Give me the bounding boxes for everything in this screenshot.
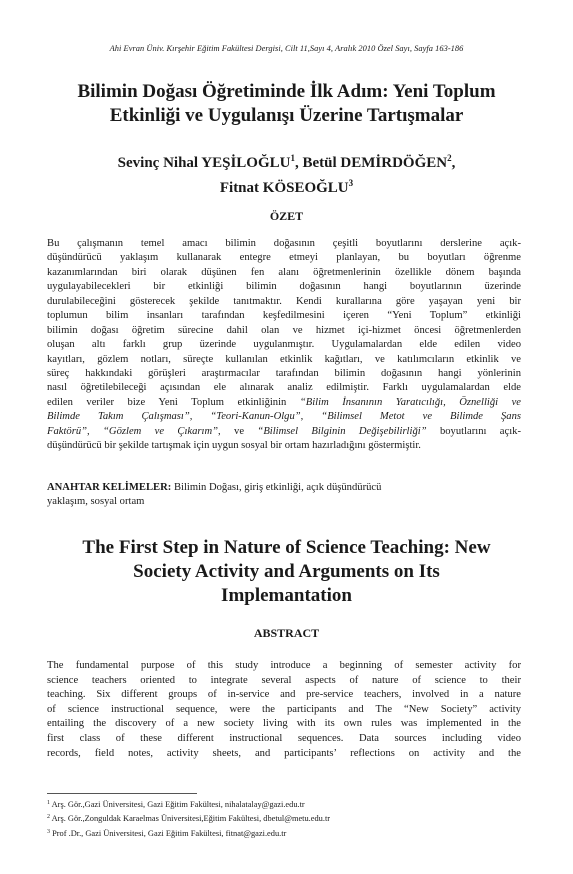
abstract-line: entailing the discovery of a new society living with its own rules was implemented in the — [47, 718, 521, 730]
footnote-text: Arş. Gör.,Gazi Üniversitesi, Gazi Eğitim Fakültesi, nihalatalay@gazi.edu.tr — [50, 800, 305, 809]
english-title — [40, 536, 533, 608]
abstract-line: düşündürücü bir şekilde tartışmak için uygun sosyal bir ortam hazırladığını göstermiştir. — [47, 440, 421, 452]
keywords-line: yaklaşım, sosyal ortam — [47, 496, 145, 508]
abstract-line: kazanımlarından biri olarak düşünen fen alanı öğretmenlerinin özellikle dönem başında — [47, 266, 521, 278]
abstract-italic-text: “Bilimsel Bilginin Değişebilirliği” — [257, 425, 427, 437]
ozet-heading: ÖZET — [269, 209, 304, 223]
abstract-line: Bu çalışmanın temel amacı bilimin doğasının çeşitli boyutlarını derslerine açık- — [47, 238, 521, 249]
author-affiliation-mark: 2 — [447, 153, 452, 163]
english-abstract — [47, 659, 521, 761]
footnote — [47, 797, 521, 811]
author-name: Fitnat KÖSEOĞLU — [219, 180, 349, 196]
author-list — [40, 148, 533, 198]
abstract-line: düşündürücü yaklaşım kullanarak entegre etmeyi planlayan, bu boyutları öğrenme — [47, 252, 521, 264]
abstract-italic-text: “Bilim İnsanının Yaratıcılığı, Öznelliği ve — [299, 396, 521, 408]
abstract-line: of science instructional sequence, were the participants and The “New Society” activity — [47, 703, 521, 715]
abstract-line: bilimin doğası öğretim sürecine dahil olan ve hizmet içi-hizmet öncesi öğretmenlerden — [47, 324, 521, 336]
abstract-line — [47, 425, 521, 439]
author-separator: , — [294, 155, 303, 171]
turkish-abstract — [47, 237, 521, 454]
abstract-line: süreç hakkındaki görüşleri araştırmacılar tarafından bilimin doğasının hangi yönlerinin — [47, 367, 521, 379]
abstract-line: Bilimde Takım Çalışması”, “Teori-Kanun-Olgu”, “Bilimsel Metot ve Bilimde Şans — [47, 411, 521, 423]
author-name: Betül DEMİRDÖĞEN — [302, 155, 448, 171]
footnote-rule — [47, 793, 197, 794]
abstract-heading: ABSTRACT — [253, 626, 320, 640]
footnote-mark: 3 — [47, 828, 50, 835]
abstract-line: records, field notes, activity sheets, and participants’ reflections on activity and the — [47, 747, 521, 759]
keywords-text: Bilimin Doğası, giriş etkinliği, açık düşündürücü — [171, 482, 382, 493]
abstract-line — [47, 396, 521, 410]
abstract-line: The fundamental purpose of this study introduce a beginning of semester activity for — [47, 660, 521, 671]
english-title-line: The First Step in Nature of Science Teaching: New — [82, 537, 491, 558]
abstract-text: , ve — [218, 425, 258, 437]
footnote-text: Arş. Gör.,Zonguldak Karaelmas Üniversitesi,Eğitim Fakültesi, dbetul@metu.edu.tr — [50, 814, 331, 824]
turkish-title — [40, 80, 533, 128]
keywords-label: ANAHTAR KELİMELER: — [47, 482, 172, 493]
author-line — [40, 148, 533, 173]
abstract-line: toplumun bilim insanları tarafından keşfedilmesini içeren “Yeni Toplum” etkinliği — [47, 310, 521, 322]
turkish-title-line: Bilimin Doğası Öğretiminde İlk Adım: Yeni Toplum — [77, 81, 496, 102]
footnote — [47, 811, 521, 825]
abstract-line: nasıl öğretilebileceği açısından ele alınarak analiz edilmiştir. Farklı uygulamalardan elde — [47, 382, 521, 394]
footnote — [47, 826, 521, 840]
turkish-title-line: Etkinliği ve Uygulanışı Üzerine Tartışmalar — [109, 105, 464, 126]
journal-header: Ahi Evran Üniv. Kırşehir Eğitim Fakültesi Dergisi, Cilt 11,Sayı 4, Aralık 2010 Özel Sayı, Sayfa 163-186 — [109, 44, 464, 53]
author-separator: , — [451, 155, 456, 171]
footnote-mark: 2 — [47, 814, 50, 821]
abstract-italic-text: Faktörü”, “Gözlem ve Çıkarım” — [47, 425, 219, 437]
abstract-line: oluşan altı farklı grup üzerinde uygulanmıştır. Uygulamalardan elde edilen video — [47, 339, 521, 351]
author-line — [40, 173, 533, 198]
footnote-mark: 1 — [47, 800, 50, 806]
author-name: Sevinç Nihal YEŞİLOĞLU — [117, 155, 291, 171]
abstract-line: science teachers oriented to integrate several aspects of nature of science to their — [47, 674, 521, 686]
author-affiliation-mark: 1 — [290, 153, 295, 163]
abstract-line: teaching. Six different groups of in-service and pre-service teachers, involved in a nature — [47, 689, 521, 701]
footnote-text: Prof .Dr., Gazi Üniversitesi, Gazi Eğitim Fakültesi, fitnat@gazi.edu.tr — [50, 828, 287, 838]
abstract-line: durulabileceğini gösterecek şekilde tanıtmaktır. Kendi kurallarına göre yaşayan yeni bir — [47, 295, 521, 307]
keywords-line — [47, 481, 521, 495]
author-affiliation-mark: 3 — [348, 178, 354, 188]
english-title-line: Implemantation — [221, 585, 352, 606]
abstract-text: edilen veriler bize Yeni Toplum etkinliğinin — [47, 396, 300, 408]
keywords — [47, 481, 521, 510]
abstract-line: first class of these different instructional sequences. Data sources including video — [47, 732, 521, 744]
abstract-text: boyutlarını açık- — [426, 425, 521, 437]
abstract-line: kayıtları, gözlem notları, süreçte kullanılan etkinlik kağıtları, ve katılımcıların etkinlik ve — [47, 353, 521, 365]
footnotes — [47, 797, 521, 840]
abstract-line: uygulayabilecekleri bir etkinliği bilimin doğasının hangi boyutlarının üzerinde — [47, 281, 521, 293]
english-title-line: Society Activity and Arguments on Its — [133, 561, 440, 582]
